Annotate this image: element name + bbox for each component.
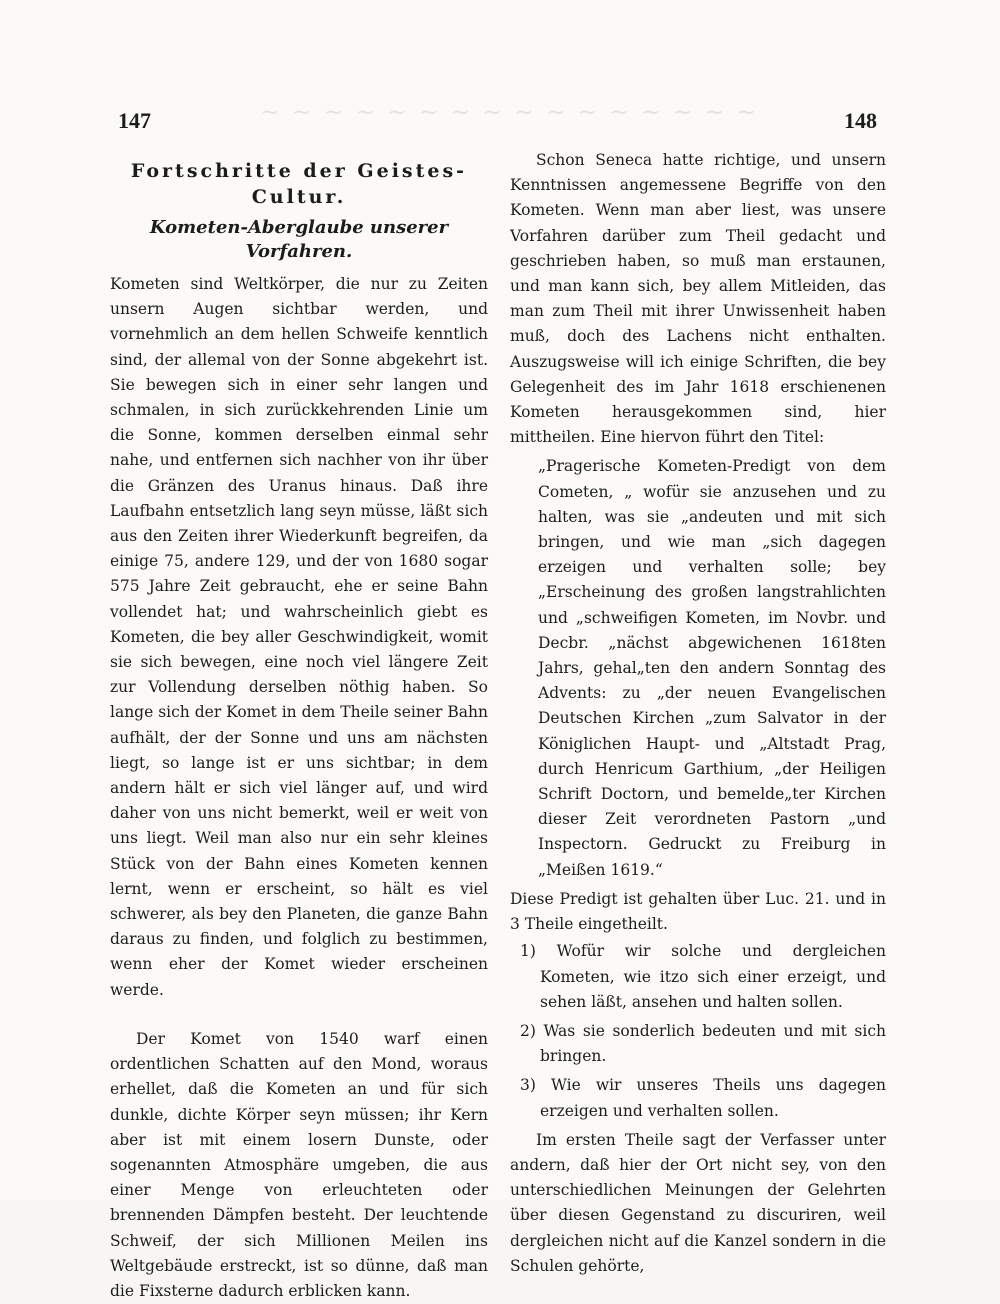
left-paragraph-1: Kometen sind Weltkörper, die nur zu Zeiten unsern Augen sichtbar werden, und vornehmlich an dem hellen Schweife kenntlich sind, der allemal von der Sonne abgekehrt ist. Sie bewegen sich in einer sehr langen und schmalen, in sich zurückkehrenden Linie um die Sonne, kommen derselben einmal sehr nahe, und entfernen sich nachher von ihr über die Gränzen des Uranus hinaus. Daß ihre Laufbahn entsetzlich lang seyn müsse, läßt sich aus den Zeiten ihrer Wiederkunft begreifen, da einige 75, andere 129, und der von 1680 sogar 575 Jahre Zeit gebraucht, ehe er seine Bahn vollendet hat; und wahrscheinlich giebt es Kometen, die bey aller Geschwindigkeit, womit sie sich bewegen, eine noch viel längere Zeit zur Vollendung derselben nöthig haben. So lange sich der Komet in dem Theile seiner Bahn aufhält, der der Sonne und uns am nächsten liegt, so lange ist er uns sichtbar; in dem andern hält er sich viel länger auf, und wird daher von uns nicht bemerkt, weil er weit von uns liegt. Weil man also nur ein sehr kleines Stück von der Bahn eines Kometen kennen lernt, wenn er erscheint, so hält es viel schwerer, als bey den Planeten, die ganze Bahn daraus zu finden, und folglich zu bestimmen, wenn eher der Komet wieder erscheinen werde. (110, 275, 488, 999)
right-paragraph-1: Schon Seneca hatte richtige, und unsern Kenntnissen angemessene Begriffe von den Kometen. Wenn man aber liest, was unsere Vorfahren darüber zum Theil gedacht und geschrieben haben, so muß man erstaunen, und man kann sich, bey allem Mitleiden, das man zum Theil mit ihrer Unwissenheit haben muß, doch des Lachens nicht enthalten. Auszugsweise will ich einige Schriften, die bey Gelegenheit des im Jahr 1618 erschienenen Kometen herausgekommen sind, hier mittheilen. Eine hiervon führt den Titel: (510, 151, 886, 447)
left-paragraph-2: Der Komet von 1540 warf einen ordentlichen Schatten auf den Mond, woraus erhellet, daß die Kometen an und für sich dunkle, dichte Körper seyn müssen; ihr Kern aber ist mit einem losern Dunste, oder sogenannten Atmosphäre umgeben, die aus einer Menge von erleuchteten oder brennenden Dämpfen besteht. Der leuchtende Schweif, der sich Millionen Meilen ins Weltgebäude erstreckt, ist so dünne, daß man die Fixsterne dadurch erblicken kann. (110, 1029, 488, 1300)
list-item: 1) Wofür wir solche und dergleichen Kometen, wie itzo sich einer erzeigt, und sehen läßt, ansehen und halten sollen. (520, 942, 886, 1011)
right-paragraph-3: Im ersten Theile sagt der Verfasser unter andern, daß hier der Ort nicht sey, von den unterschiedlichen Meinungen der Gelehrten über diesen Gegenstand zu discuriren, weil dergleichen nicht auf die Kanzel sondern in die Schulen gehörte, (510, 1130, 886, 1275)
right-paragraph-2: Diese Predigt ist gehalten über Luc. 21. und in 3 Theile eingetheilt. (510, 889, 886, 934)
show-through-text: ~ ~ ~ ~ ~ ~ ~ ~ ~ ~ ~ ~ ~ ~ ~ ~ (260, 98, 759, 126)
section-heading: Fortschritte der Geistes-Cultur. (130, 160, 468, 208)
article-title: Kometen-Aberglaube unserer Vorfahren. (149, 217, 449, 262)
right-page-number: 148 (844, 108, 877, 133)
left-page-number: 147 (118, 108, 151, 133)
list-item: 3) Wie wir unseres Theils uns dagegen erzeigen und verhalten sollen. (520, 1076, 886, 1120)
right-column (510, 148, 886, 1279)
sermon-title-quote: „Pragerische Kometen-Predigt von dem Cometen, „ wofür sie anzusehen und zu halten, was sie „andeuten und mit sich bringen, und wie man „sich dagegen erzeigen und verhalten solle; bey „Erscheinung des großen langstrahlichten und „schweifigen Kometen, im Novbr. und Decbr. „nächst abgewichenen 1618ten Jahrs, gehal„ten den andern Sonntag des Advents: zu „der neuen Evangelischen Deutschen Kirchen „zum Salvator in der Königlichen Haupt- und „Altstadt Prag, durch Henricum Garthium, „der Heiligen Schrift Doctorn, und bemelde„ter Kirchen dieser Zeit verordneten Pastorn „und Inspectorn. Gedruckt zu Freiburg in „Meißen 1619.“ (538, 457, 886, 879)
list-item: 2) Was sie sonderlich bedeuten und mit sich bringen. (520, 1021, 886, 1066)
left-column (110, 148, 488, 1304)
sermon-parts-list (510, 939, 886, 1123)
